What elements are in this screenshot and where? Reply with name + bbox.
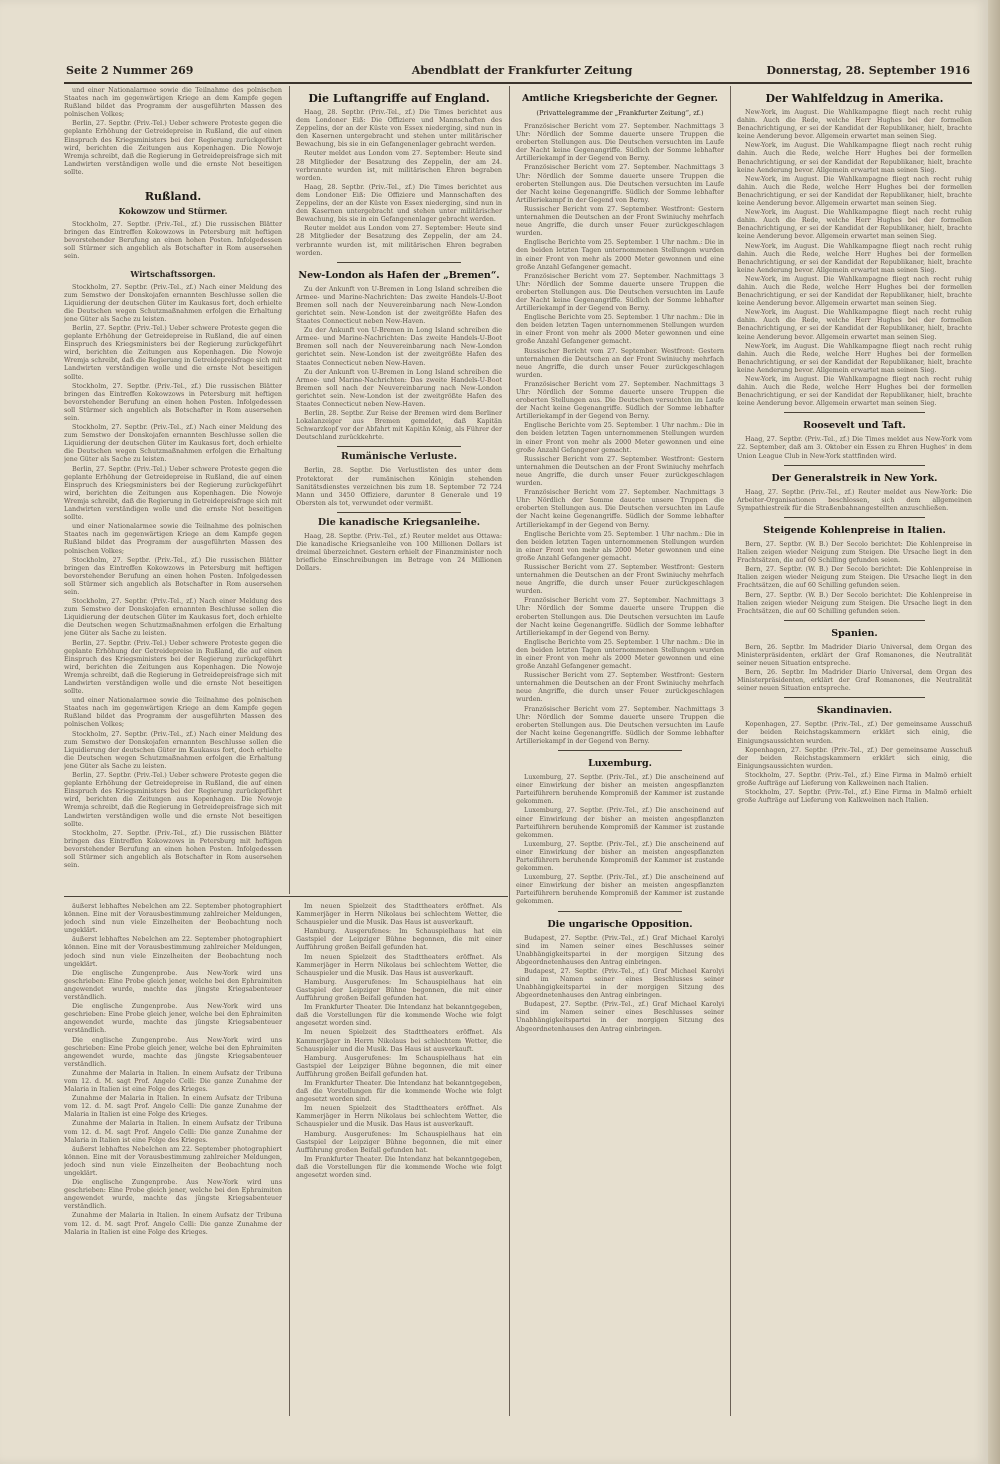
article-text: Russischer Bericht vom 27. September. Westfront: Gestern unternahmen die Deutschen an der Front Swiniuchy mehrfach neue Angriffe, die durch unser Feuer zurückgeschlagen wurden.	[516, 204, 724, 238]
article-text: New-York, im August. Die Wahlkampagne fliegt nach recht ruhig dahin. Auch die Rede, welche Herr Hughes bei der formellen Benachrichtigung, er sei der Kandidat der Republikaner, hielt, brachte keine Aenderung bevor. Allgemein erwartet man seinen Sieg.	[737, 341, 972, 374]
article-text: Haag, 27. Septbr. (Priv.-Tel., zf.) Die Times meldet aus New-York vom 22. September, daß am 3. Oktober ein Essen zu Ehren Hughes' in dem Union League Club in New-York stattfinden wird.	[737, 435, 972, 460]
article-text: Kopenhagen, 27. Septbr. (Priv.-Tel., zf.) Der gemeinsame Ausschuß der beiden Reichstagskammern erklärt sich einig, die Einigungsaussichten wurden.	[737, 720, 972, 745]
article-text: New-York, im August. Die Wahlkampagne fliegt nach recht ruhig dahin. Auch die Rede, welche Herr Hughes bei der formellen Benachrichtigung, er sei der Kandidat der Republikaner, hielt, brachte keine Aenderung bevor. Allgemein erwartet man seinen Sieg.	[737, 108, 972, 141]
column-4	[737, 86, 972, 1412]
article-text: Haag, 28. Septbr. (Priv.-Tel., zf.) Reuter meldet aus Ottawa: Die kanadische Kriegsanleihe von 100 Millionen Dollars ist dreimal überzeichnet. Gestern erhielt der Finanzminister noch briefliche Einschreibungen im Betrage von 24 Millionen Dollars.	[296, 531, 502, 573]
article-rule	[337, 446, 461, 447]
feuilleton-text: Zunahme der Malaria in Italien. In einem Aufsatz der Tribuna vom 12. d. M. sagt Prof. Angelo Celli: Die ganze Zunahme der Malaria in Italien ist eine Folge des Krieges.	[64, 1094, 282, 1119]
article-text: New-York, im August. Die Wahlkampagne fliegt nach recht ruhig dahin. Auch die Rede, welche Herr Hughes bei der formellen Benachrichtigung, er sei der Kandidat der Republikaner, hielt, brachte keine Aenderung bevor. Allgemein erwartet man seinen Sieg.	[737, 208, 972, 241]
article-text: Russischer Bericht vom 27. September. Westfront: Gestern unternahmen die Deutschen an der Front Swiniuchy mehrfach neue Angriffe, die durch unser Feuer zurückgeschlagen wurden.	[516, 454, 724, 488]
feuilleton-text: Im neuen Spielzeit des Stadttheaters eröffnet. Als Kammerjäger in Herrn Nikolaus bei schlechtem Wetter, die Schauspieler und die Musik. Das Haus ist ausverkauft.	[296, 952, 502, 977]
article-text: Luxemburg, 27. Septbr. (Priv.-Tel., zf.) Die anscheinend auf einer Einwirkung der bisher an meisten angespflanzten Parteiführern beruhende Kompromiß der Kammer ist zustande gekommen.	[516, 806, 724, 839]
article-text: Bern, 27. Septbr. (W. B.) Der Secolo berichtet: Die Kohlenpreise in Italien zeigen wieder Neigung zum Steigen. Die Ursache liegt in den Frachtsätzen, die auf 60 Schilling gefunden seien.	[737, 539, 972, 565]
feuilleton-text: Im neuen Spielzeit des Stadttheaters eröffnet. Als Kammerjäger in Herrn Nikolaus bei schlechtem Wetter, die Schauspieler und die Musik. Das Haus ist ausverkauft.	[296, 1104, 502, 1129]
article-text: Budapest, 27. Septbr. (Priv.-Tel., zf.) Graf Michael Karolyi sind im Namen seiner eines Beschlusses seiner Unabhängigkeitspartei in der morgigen Sitzung des Abgeordnetenhauses den Antrag einbringen.	[516, 933, 724, 966]
feuilleton-text: Die englische Zungenprobe. Aus New-York wird uns geschrieben: Eine Probe gleich jener, welche bei den Ephraimiten angewendet wurde, machte das jüngste Kriegsabenteuer verständlich.	[64, 1002, 282, 1035]
feuilleton-text: Im neuen Spielzeit des Stadttheaters eröffnet. Als Kammerjäger in Herrn Nikolaus bei schlechtem Wetter, die Schauspieler und die Musik. Das Haus ist ausverkauft.	[296, 1028, 502, 1053]
article-rule	[558, 750, 683, 751]
article-subheading: Wirtschaftssorgen.	[130, 268, 216, 279]
feuilleton-text: Im Frankfurter Theater. Die Intendanz hat bekanntgegeben, daß die Vorstellungen für die kommende Woche wie folgt angesetzt worden sind.	[296, 1154, 502, 1179]
feuilleton-text: äußerst lebhaftes Nebelchen am 22. September photographiert können. Eine mit der Vorausbestimmung zahlreicher Meldungen, jedoch sind nun viele Einzelheiten der Beobachtung noch ungeklärt.	[64, 935, 282, 968]
article-subheading: Die kanadische Kriegsanleihe.	[317, 516, 481, 528]
feuilleton-text: Im Frankfurter Theater. Die Intendanz hat bekanntgegeben, daß die Vorstellungen für die kommende Woche wie folgt angesetzt worden sind.	[296, 1003, 502, 1028]
article-text: und einer Nationalarmee sowie die Teilnahme des polnischen Staates nach im gegenwärtigen Kriege an dem Kampfe gegen Rußland bildet das Programm der ausgeführten Massen des polnischen Volkes;	[64, 696, 282, 729]
article-heading: Amtliche Kriegsberichte der Gegner.	[522, 93, 718, 104]
article-rule	[784, 697, 925, 698]
article-text: Englische Berichte vom 25. September. 1 Uhr nachm.: Die in den beiden letzten Tagen unternommenen Stellungen wurden in einer Front von mehr als 2000 Meter gewonnen und eine große Anzahl Gefangener gemacht.	[516, 421, 724, 454]
article-text: Russischer Bericht vom 27. September. Westfront: Gestern unternahmen die Deutschen an der Front Swiniuchy mehrfach neue Angriffe, die durch unser Feuer zurückgeschlagen wurden.	[516, 671, 724, 704]
article-text: Zu der Ankunft von U-Bremen in Long Island schreiben die Armee- und Marine-Nachrichten: Das zweite Handels-U-Boot Bremen soll nach der Neuvereinbarung nach New-London gerichtet sein. New-London ist der zweitgrößte Hafen des Staates Connecticut neben New-Haven.	[296, 326, 502, 367]
article-text: Stockholm, 27. Septbr. (Priv.-Tel., zf.) Nach einer Meldung des zum Semstwo der Donskojafen ernannten Beschlusse sollen die Liquidierung der deutschen Güter im Kaukasus fort, doch erhielte die Deutschen wegen Schutzmaßnahmen erfolgen die Erhaltung jene Güter als Sache zu leisten.	[64, 423, 282, 464]
article-text: Bern, 27. Septbr. (W. B.) Der Secolo berichtet: Die Kohlenpreise in Italien zeigen wieder Neigung zum Steigen. Die Ursache liegt in den Frachtsätzen, die auf 60 Schilling gefunden seien.	[737, 590, 972, 615]
feuilleton-text: Zunahme der Malaria in Italien. In einem Aufsatz der Tribuna vom 12. d. M. sagt Prof. Angelo Celli: Die ganze Zunahme der Malaria in Italien ist eine Folge des Krieges.	[64, 1068, 282, 1094]
article-text: Englische Berichte vom 25. September. 1 Uhr nachm.: Die in den beiden letzten Tagen unternommenen Stellungen wurden in einer Front von mehr als 2000 Meter gewonnen und eine große Anzahl Gefangener gemacht.	[516, 637, 724, 671]
article-text: Französischer Bericht vom 27. September. Nachmittags 3 Uhr: Nördlich der Somme dauerte unsere Truppen die eroberten Stellungen aus. Die Deutschen versuchten im Laufe der Nacht keine Gegenangriffe. Südlich der Somme lebhafter Artilleriekampf in der Gegend von Berny.	[516, 379, 724, 421]
newspaper-title: Abendblatt der Frankfurter Zeitung	[411, 64, 633, 77]
feuilleton-text: äußerst lebhaftes Nebelchen am 22. September photographiert können. Eine mit der Vorausbestimmung zahlreicher Meldungen, jedoch sind nun viele Einzelheiten der Beobachtung noch ungeklärt.	[64, 902, 282, 935]
page-number: Seite 2 Nummer 269	[66, 64, 194, 77]
article-text: Russischer Bericht vom 27. September. Westfront: Gestern unternahmen die Deutschen an der Front Swiniuchy mehrfach neue Angriffe, die durch unser Feuer zurückgeschlagen wurden.	[516, 562, 724, 596]
article-text: und einer Nationalarmee sowie die Teilnahme des polnischen Staates nach im gegenwärtigen Kriege an dem Kampfe gegen Rußland bildet das Programm der ausgeführten Massen des polnischen Volkes;	[64, 86, 282, 119]
article-heading: Steigende Kohlenpreise in Italien.	[763, 524, 946, 536]
column-divider	[730, 86, 731, 1416]
article-text: Stockholm, 27. Septbr. (Priv.-Tel., zf.) Die russischen Blätter bringen das Eintreffen Kokowzows in Petersburg mit heftigen bevorstehender Berufung an einen hohen Posten. Infolgedessen soll Stürmer sich angeblich als Botschafter in Rom ausersehen sein.	[64, 828, 282, 870]
feuilleton-text: äußerst lebhaftes Nebelchen am 22. September photographiert können. Eine mit der Vorausbestimmung zahlreicher Meldungen, jedoch sind nun viele Einzelheiten der Beobachtung noch ungeklärt.	[64, 1144, 282, 1177]
article-text: Reuter meldet aus London vom 27. September: Heute sind 28 Mitglieder der Besatzung des Zeppelin, der am 24. verbrannte wurden ist, mit militärischen Ehren begraben worden.	[296, 224, 502, 257]
column-2	[296, 86, 502, 892]
masthead	[64, 60, 972, 84]
feuilleton-text: Im Frankfurter Theater. Die Intendanz hat bekanntgegeben, daß die Vorstellungen für die kommende Woche wie folgt angesetzt worden sind.	[296, 1078, 502, 1104]
article-text: Französischer Bericht vom 27. September. Nachmittags 3 Uhr: Nördlich der Somme dauerte unsere Truppen die eroberten Stellungen aus. Die Deutschen versuchten im Laufe der Nacht keine Gegenangriffe. Südlich der Somme lebhafter Artilleriekampf in der Gegend von Berny.	[516, 271, 724, 313]
article-text: Stockholm, 27. Septbr. (Priv.-Tel., zf.) Nach einer Meldung des zum Semstwo der Donskojafen ernannten Beschlusse sollen die Liquidierung der deutschen Güter im Kaukasus fort, doch erhielte die Deutschen wegen Schutzmaßnahmen erfolgen die Erhaltung jene Güter als Sache zu leisten.	[64, 597, 282, 638]
article-rule	[558, 911, 683, 912]
feuilleton-text: Die englische Zungenprobe. Aus New-York wird uns geschrieben: Eine Probe gleich jener, welche bei den Ephraimiten angewendet wurde, machte das jüngste Kriegsabenteuer verständlich.	[64, 1178, 282, 1211]
feuilleton-text: Die englische Zungenprobe. Aus New-York wird uns geschrieben: Eine Probe gleich jener, welche bei den Ephraimiten angewendet wurde, machte das jüngste Kriegsabenteuer verständlich.	[64, 968, 282, 1002]
article-text: Haag, 28. Septbr. (Priv.-Tel., zf.) Die Times berichtet aus dem Londoner Eiß: Die Offiziere und Mannschaften des Zeppelins, der an der Küste von Essex niederging, sind nun in den Kasernen untergebracht und stehen unter militärischer Bewachung, bis sie in ein Gefangenenlager gebracht werden.	[296, 108, 502, 149]
article-text: Berlin, 27. Septbr. (Priv.-Tel.) Ueber schwere Proteste gegen die geplante Erhöhung der Getreidepreise in Rußland, die auf einen Einspruch des Kriegsministers bei der Regierung zurückgeführt wird, berichten die Zeitungen aus Kopenhagen. Die Nowoje Wremja schreibt, daß die Regierung in Getreidepreisfrage sich mit Landwirten verständigen wolle und die ernste Not beseitigen sollte.	[64, 119, 282, 176]
article-text: Haag, 27. Septbr. (Priv.-Tel., zf.) Reuter meldet aus New-York: Die Arbeiter-Organisationen beschlossen, sich dem allgemeinen Sympathiestreik für die Straßenbahnangestellten anzuschließen.	[737, 487, 972, 512]
article-text: New-York, im August. Die Wahlkampagne fliegt nach recht ruhig dahin. Auch die Rede, welche Herr Hughes bei der formellen Benachrichtigung, er sei der Kandidat der Republikaner, hielt, brachte keine Aenderung bevor. Allgemein erwartet man seinen Sieg.	[737, 174, 972, 208]
article-text: New-York, im August. Die Wahlkampagne fliegt nach recht ruhig dahin. Auch die Rede, welche Herr Hughes bei der formellen Benachrichtigung, er sei der Kandidat der Republikaner, hielt, brachte keine Aenderung bevor. Allgemein erwartet man seinen Sieg.	[737, 274, 972, 308]
feuilleton-text: Hamburg. Ausgerufenes: Im Schauspielhaus hat ein Gastspiel der Leipziger Bühne begonnen, die mit einer Aufführung großen Beifall gefunden hat.	[296, 927, 502, 952]
article-text: Französischer Bericht vom 27. September. Nachmittags 3 Uhr: Nördlich der Somme dauerte unsere Truppen die eroberten Stellungen aus. Die Deutschen versuchten im Laufe der Nacht keine Gegenangriffe. Südlich der Somme lebhafter Artilleriekampf in der Gegend von Berny.	[516, 596, 724, 637]
feuilleton-text: Hamburg. Ausgerufenes: Im Schauspielhaus hat ein Gastspiel der Leipziger Bühne begonnen, die mit einer Aufführung großen Beifall gefunden hat.	[296, 1053, 502, 1078]
article-heading: Die ungarische Opposition.	[547, 918, 693, 930]
article-text: Stockholm, 27. Septbr. (Priv.-Tel., zf.) Nach einer Meldung des zum Semstwo der Donskojafen ernannten Beschlusse sollen die Liquidierung der deutschen Güter im Kaukasus fort, doch erhielte die Deutschen wegen Schutzmaßnahmen erfolgen die Erhaltung jene Güter als Sache zu leisten.	[64, 282, 282, 323]
article-text: Stockholm, 27. Septbr. (Priv.-Tel., zf.) Nach einer Meldung des zum Semstwo der Donskojafen ernannten Beschlusse sollen die Liquidierung der deutschen Güter im Kaukasus fort, doch erhielte die Deutschen wegen Schutzmaßnahmen erfolgen die Erhaltung jene Güter als Sache zu leisten.	[64, 729, 282, 770]
article-heading: Spanien.	[831, 627, 878, 639]
article-text: Französischer Bericht vom 27. September. Nachmittags 3 Uhr: Nördlich der Somme dauerte unsere Truppen die eroberten Stellungen aus. Die Deutschen versuchten im Laufe der Nacht keine Gegenangriffe. Südlich der Somme lebhafter Artilleriekampf in der Gegend von Berny.	[516, 704, 724, 745]
column-1	[64, 86, 282, 892]
article-text: Berlin, 28. Septbr. Die Verlustlisten des unter dem Protektorat der rumänischen Königin stehenden Sanitätsdienstes verzeichnen bis zum 18. September 72 724 Mann und 3450 Offiziere, darunter 8 Generale und 19 Obersten als tot, verwundet oder vermißt.	[296, 466, 502, 507]
article-text: und einer Nationalarmee sowie die Teilnahme des polnischen Staates nach im gegenwärtigen Kriege an dem Kampfe gegen Rußland bildet das Programm der ausgeführten Massen des polnischen Volkes;	[64, 522, 282, 555]
article-text: Luxemburg, 27. Septbr. (Priv.-Tel., zf.) Die anscheinend auf einer Einwirkung der bisher an meisten angespflanzten Parteiführern beruhende Kompromiß der Kammer ist zustande gekommen.	[516, 773, 724, 806]
issue-date: Donnerstag, 28. September 1916	[766, 64, 970, 77]
feuilleton-column-2	[296, 902, 502, 1414]
feuilleton-text: Im neuen Spielzeit des Stadttheaters eröffnet. Als Kammerjäger in Herrn Nikolaus bei schlechtem Wetter, die Schauspieler und die Musik. Das Haus ist ausverkauft.	[296, 902, 502, 927]
feuilleton-text: Zunahme der Malaria in Italien. In einem Aufsatz der Tribuna vom 12. d. M. sagt Prof. Angelo Celli: Die ganze Zunahme der Malaria in Italien ist eine Folge des Krieges.	[64, 1211, 282, 1236]
article-text: Berlin, 28. Septbr. Zur Reise der Bremen wird dem Berliner Lokalanzeiger aus Bremen gemeldet, daß Kapitän Schwarzkopf vor der Abfahrt mit Kapitän König, als Führer der Deutschland zurückkehrte.	[296, 409, 502, 442]
article-text: Stockholm, 27. Septbr. (Priv.-Tel., zf.) Die russischen Blätter bringen das Eintreffen Kokowzows in Petersburg mit heftigen bevorstehender Berufung an einen hohen Posten. Infolgedessen soll Stürmer sich angeblich als Botschafter in Rom ausersehen sein.	[64, 220, 282, 261]
feuilleton-text: Zunahme der Malaria in Italien. In einem Aufsatz der Tribuna vom 12. d. M. sagt Prof. Angelo Celli: Die ganze Zunahme der Malaria in Italien ist eine Folge des Krieges.	[64, 1119, 282, 1144]
column-divider	[289, 86, 290, 894]
article-text: New-York, im August. Die Wahlkampagne fliegt nach recht ruhig dahin. Auch die Rede, welche Herr Hughes bei der formellen Benachrichtigung, er sei der Kandidat der Republikaner, hielt, brachte keine Aenderung bevor. Allgemein erwartet man seinen Sieg.	[737, 375, 972, 408]
article-heading: Skandinavien.	[816, 705, 893, 717]
article-text: Französischer Bericht vom 27. September. Nachmittags 3 Uhr: Nördlich der Somme dauerte unsere Truppen die eroberten Stellungen aus. Die Deutschen versuchten im Laufe der Nacht keine Gegenangriffe. Südlich der Somme lebhafter Artilleriekampf in der Gegend von Berny.	[516, 122, 724, 163]
column-divider	[289, 900, 290, 1416]
article-text: New-York, im August. Die Wahlkampagne fliegt nach recht ruhig dahin. Auch die Rede, welche Herr Hughes bei der formellen Benachrichtigung, er sei der Kandidat der Republikaner, hielt, brachte keine Aenderung bevor. Allgemein erwartet man seinen Sieg.	[737, 241, 972, 274]
article-heading: Der Wahlfeldzug in Amerika.	[765, 92, 944, 105]
feuilleton-column-1	[64, 902, 282, 1414]
article-text: Luxemburg, 27. Septbr. (Priv.-Tel., zf.) Die anscheinend auf einer Einwirkung der bisher an meisten angespflanzten Parteiführern beruhende Kompromiß der Kammer ist zustande gekommen.	[516, 873, 724, 906]
article-rule	[784, 412, 925, 413]
article-rule	[337, 512, 461, 513]
article-text: Französischer Bericht vom 27. September. Nachmittags 3 Uhr: Nördlich der Somme dauerte unsere Truppen die eroberten Stellungen aus. Die Deutschen versuchten im Laufe der Nacht keine Gegenangriffe. Südlich der Somme lebhafter Artilleriekampf in der Gegend von Berny.	[516, 163, 724, 204]
article-rule	[337, 262, 461, 263]
article-rule	[784, 517, 925, 518]
article-heading: Die Luftangriffe auf England.	[308, 92, 490, 105]
article-text: Russischer Bericht vom 27. September. Westfront: Gestern unternahmen die Deutschen an der Front Swiniuchy mehrfach neue Angriffe, die durch unser Feuer zurückgeschlagen wurden.	[516, 346, 724, 379]
page-edge	[988, 0, 1000, 1464]
article-text: Berlin, 27. Septbr. (Priv.-Tel.) Ueber schwere Proteste gegen die geplante Erhöhung der Getreidepreise in Rußland, die auf einen Einspruch des Kriegsministers bei der Regierung zurückgeführt wird, berichten die Zeitungen aus Kopenhagen. Die Nowoje Wremja schreibt, daß die Regierung in Getreidepreisfrage sich mit Landwirten verständigen wolle und die ernste Not beseitigen sollte.	[64, 638, 282, 696]
article-rule	[784, 465, 925, 466]
article-text: Englische Berichte vom 25. September. 1 Uhr nachm.: Die in den beiden letzten Tagen unternommenen Stellungen wurden in einer Front von mehr als 2000 Meter gewonnen und eine große Anzahl Gefangener gemacht.	[516, 313, 724, 346]
article-heading: Rußland.	[144, 190, 202, 204]
article-text: Englische Berichte vom 25. September. 1 Uhr nachm.: Die in den beiden letzten Tagen unternommenen Stellungen wurden in einer Front von mehr als 2000 Meter gewonnen und eine große Anzahl Gefangener gemacht.	[516, 529, 724, 562]
article-text: Kopenhagen, 27. Septbr. (Priv.-Tel., zf.) Der gemeinsame Ausschuß der beiden Reichstagskammern erklärt sich einig, die Einigungsaussichten wurden.	[737, 745, 972, 770]
article-text: Luxemburg, 27. Septbr. (Priv.-Tel., zf.) Die anscheinend auf einer Einwirkung der bisher an meisten angespflanzten Parteiführern beruhende Kompromiß der Kammer ist zustande gekommen.	[516, 839, 724, 873]
feuilleton-text: Die englische Zungenprobe. Aus New-York wird uns geschrieben: Eine Probe gleich jener, welche bei den Ephraimiten angewendet wurde, machte das jüngste Kriegsabenteuer verständlich.	[64, 1035, 282, 1068]
article-text: New-York, im August. Die Wahlkampagne fliegt nach recht ruhig dahin. Auch die Rede, welche Herr Hughes bei der formellen Benachrichtigung, er sei der Kandidat der Republikaner, hielt, brachte keine Aenderung bevor. Allgemein erwartet man seinen Sieg.	[737, 308, 972, 341]
article-text: Budapest, 27. Septbr. (Priv.-Tel., zf.) Graf Michael Karolyi sind im Namen seiner eines Beschlusses seiner Unabhängigkeitspartei in der morgigen Sitzung des Abgeordnetenhauses den Antrag einbringen.	[516, 966, 724, 1000]
article-text: Stockholm, 27. Septbr. (Priv.-Tel., zf.) Eine Firma in Malmö erhielt große Aufträge auf Lieferung von Kalkweinen nach Italien.	[737, 788, 972, 805]
article-text: Stockholm, 27. Septbr. (Priv.-Tel., zf.) Die russischen Blätter bringen das Eintreffen Kokowzows in Petersburg mit heftigen bevorstehender Berufung an einen hohen Posten. Infolgedessen soll Stürmer sich angeblich als Botschafter in Rom ausersehen sein.	[64, 381, 282, 422]
article-heading: Roosevelt und Taft.	[803, 420, 906, 432]
article-text: Zu der Ankunft von U-Bremen in Long Island schreiben die Armee- und Marine-Nachrichten: Das zweite Handels-U-Boot Bremen soll nach der Neuvereinbarung nach New-London gerichtet sein. New-London ist der zweitgrößte Hafen des Staates Connecticut neben New-Haven.	[296, 284, 502, 326]
article-text: Budapest, 27. Septbr. (Priv.-Tel., zf.) Graf Michael Karolyi sind im Namen seiner eines Beschlusses seiner Unabhängigkeitspartei in der morgigen Sitzung des Abgeordnetenhauses den Antrag einbringen.	[516, 1000, 724, 1033]
article-text: Zu der Ankunft von U-Bremen in Long Island schreiben die Armee- und Marine-Nachrichten: Das zweite Handels-U-Boot Bremen soll nach der Neuvereinbarung nach New-London gerichtet sein. New-London ist der zweitgrößte Hafen des Staates Connecticut neben New-Haven.	[296, 367, 502, 408]
article-text: Bern, 27. Septbr. (W. B.) Der Secolo berichtet: Die Kohlenpreise in Italien zeigen wieder Neigung zum Steigen. Die Ursache liegt in den Frachtsätzen, die auf 60 Schilling gefunden seien.	[737, 565, 972, 590]
article-text: Reuter meldet aus London vom 27. September: Heute sind 28 Mitglieder der Besatzung des Zeppelin, der am 24. verbrannte wurden ist, mit militärischen Ehren begraben worden.	[296, 149, 502, 182]
article-text: Bern, 26. Septbr. Im Madrider Diario Universal, dem Organ des Ministerpräsidenten, erklärt der Graf Romanones, die Neutralität seiner neuen Situation entspreche.	[737, 668, 972, 693]
article-text: Berlin, 27. Septbr. (Priv.-Tel.) Ueber schwere Proteste gegen die geplante Erhöhung der Getreidepreise in Rußland, die auf einen Einspruch des Kriegsministers bei der Regierung zurückgeführt wird, berichten die Zeitungen aus Kopenhagen. Die Nowoje Wremja schreibt, daß die Regierung in Getreidepreisfrage sich mit Landwirten verständigen wolle und die ernste Not beseitigen sollte.	[64, 323, 282, 381]
article-text: Bern, 26. Septbr. Im Madrider Diario Universal, dem Organ des Ministerpräsidenten, erklärt der Graf Romanones, die Neutralität seiner neuen Situation entspreche.	[737, 642, 972, 667]
article-rule	[784, 620, 925, 621]
article-text: New-York, im August. Die Wahlkampagne fliegt nach recht ruhig dahin. Auch die Rede, welche Herr Hughes bei der formellen Benachrichtigung, er sei der Kandidat der Republikaner, hielt, brachte keine Aenderung bevor. Allgemein erwartet man seinen Sieg.	[737, 141, 972, 174]
article-subheading: Rumänische Verluste.	[340, 451, 458, 463]
feuilleton-text: Hamburg. Ausgerufenes: Im Schauspielhaus hat ein Gastspiel der Leipziger Bühne begonnen, die mit einer Aufführung großen Beifall gefunden hat.	[296, 977, 502, 1003]
article-subheading: Kokowzow und Stürmer.	[118, 206, 228, 217]
article-text: Haag, 28. Septbr. (Priv.-Tel., zf.) Die Times berichtet aus dem Londoner Eiß: Die Offiziere und Mannschaften des Zeppelins, der an der Küste von Essex niederging, sind nun in den Kasernen untergebracht und stehen unter militärischer Bewachung, bis sie in ein Gefangenenlager gebracht werden.	[296, 182, 502, 224]
column-3	[516, 86, 724, 1412]
article-text: Berlin, 27. Septbr. (Priv.-Tel.) Ueber schwere Proteste gegen die geplante Erhöhung der Getreidepreise in Rußland, die auf einen Einspruch des Kriegsministers bei der Regierung zurückgeführt wird, berichten die Zeitungen aus Kopenhagen. Die Nowoje Wremja schreibt, daß die Regierung in Getreidepreisfrage sich mit Landwirten verständigen wolle und die ernste Not beseitigen sollte.	[64, 464, 282, 522]
article-text: Französischer Bericht vom 27. September. Nachmittags 3 Uhr: Nördlich der Somme dauerte unsere Truppen die eroberten Stellungen aus. Die Deutschen versuchten im Laufe der Nacht keine Gegenangriffe. Südlich der Somme lebhafter Artilleriekampf in der Gegend von Berny.	[516, 488, 724, 529]
article-text: Berlin, 27. Septbr. (Priv.-Tel.) Ueber schwere Proteste gegen die geplante Erhöhung der Getreidepreise in Rußland, die auf einen Einspruch des Kriegsministers bei der Regierung zurückgeführt wird, berichten die Zeitungen aus Kopenhagen. Die Nowoje Wremja schreibt, daß die Regierung in Getreidepreisfrage sich mit Landwirten verständigen wolle und die ernste Not beseitigen sollte.	[64, 771, 282, 828]
article-subheading: (Privattelegramme der „Frankfurter Zeitung“, zf.)	[536, 109, 704, 117]
article-heading: New-London als Hafen der „Bremen“.	[298, 269, 500, 281]
article-text: Stockholm, 27. Septbr. (Priv.-Tel., zf.) Die russischen Blätter bringen das Eintreffen Kokowzows in Petersburg mit heftigen bevorstehender Berufung an einen hohen Posten. Infolgedessen soll Stürmer sich angeblich als Botschafter in Rom ausersehen sein.	[64, 555, 282, 596]
column-divider	[509, 86, 510, 1416]
article-heading: Luxemburg.	[588, 758, 652, 770]
feuilleton-text: Hamburg. Ausgerufenes: Im Schauspielhaus hat ein Gastspiel der Leipziger Bühne begonnen, die mit einer Aufführung großen Beifall gefunden hat.	[296, 1129, 502, 1154]
article-heading: Der Generalstreik in New York.	[771, 472, 938, 484]
article-text: Englische Berichte vom 25. September. 1 Uhr nachm.: Die in den beiden letzten Tagen unternommenen Stellungen wurden in einer Front von mehr als 2000 Meter gewonnen und eine große Anzahl Gefangener gemacht.	[516, 238, 724, 271]
feuilleton-rule	[64, 896, 508, 897]
article-text: Stockholm, 27. Septbr. (Priv.-Tel., zf.) Eine Firma in Malmö erhielt große Aufträge auf Lieferung von Kalkweinen nach Italien.	[737, 770, 972, 787]
